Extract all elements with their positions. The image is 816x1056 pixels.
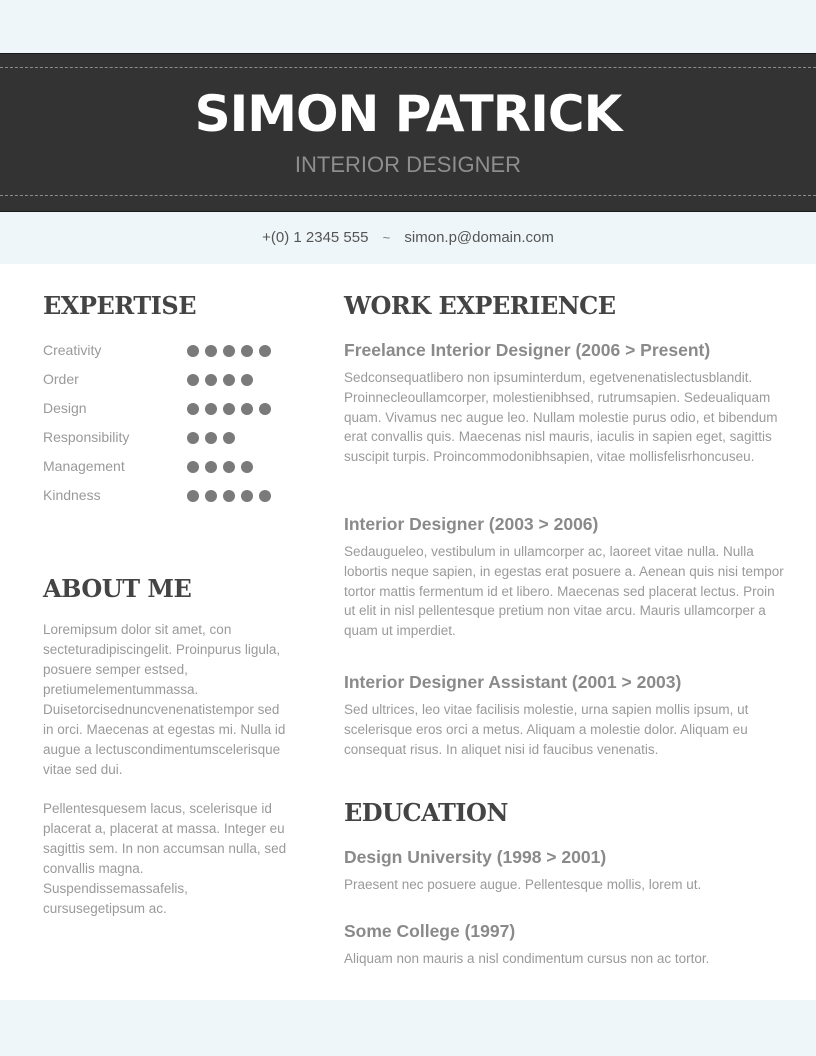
- rating-dot: [223, 403, 235, 415]
- skill-row: [43, 485, 288, 514]
- rating-dot: [241, 490, 253, 502]
- job-entry: [344, 512, 784, 641]
- contact-line: [0, 228, 816, 248]
- about-heading: ABOUT ME: [43, 574, 192, 603]
- header-dashed-line-bottom: [0, 195, 816, 196]
- about-text: [43, 620, 288, 938]
- rating-dot: [223, 345, 235, 357]
- education-entry: [344, 845, 784, 895]
- about-paragraph: Loremipsum dolor sit amet, con secteturadipiscingelit. Proinpurus ligula, posuere semper estsed, pretiumelementummassa. Duisetorcisednuncvenenatistempor sed in orci. Maecenas at egestas mi. Nulla id augue a lectuscondimentumscelerisque vitae sed dui.: [43, 622, 286, 777]
- job-title: Interior Designer Assistant (2001 > 2003): [344, 672, 682, 692]
- work-experience-heading: WORK EXPERIENCE: [344, 291, 616, 320]
- rating-dot: [223, 374, 235, 386]
- candidate-job-title: INTERIOR DESIGNER: [294, 152, 522, 177]
- header-dashed-line-top: [0, 67, 816, 68]
- skill-row: [43, 427, 288, 456]
- candidate-name: SIMON PATRICK: [194, 85, 622, 143]
- rating-dot: [205, 345, 217, 357]
- job-description: Sed ultrices, leo vitae facilisis molestie, urna sapien mollis ipsum, ut scelerisque eros orci a metus. Aliquam a molestie dolor. Aliquam eu consequat risus. In aliquet nisi id faucibus venenatis.: [344, 702, 749, 757]
- rating-dot: [205, 374, 217, 386]
- skill-row: [43, 369, 288, 398]
- rating-dot: [205, 461, 217, 473]
- skill-rating: [187, 432, 235, 444]
- job-title: Freelance Interior Designer (2006 > Present): [344, 340, 711, 360]
- skill-rating: [187, 345, 271, 357]
- rating-dot: [259, 403, 271, 415]
- skill-rating: [187, 490, 271, 502]
- rating-dot: [223, 461, 235, 473]
- rating-dot: [223, 432, 235, 444]
- education-title: Some College (1997): [344, 921, 516, 941]
- skill-label: Kindness: [43, 487, 101, 503]
- rating-dot: [205, 490, 217, 502]
- resume-body: [0, 264, 816, 1000]
- skills-list: [43, 340, 288, 514]
- job-entry: [344, 338, 784, 467]
- skill-rating: [187, 461, 253, 473]
- rating-dot: [205, 432, 217, 444]
- about-paragraph: Pellentesquesem lacus, scelerisque id placerat a, placerat at massa. Integer eu sagittis sem. In non accumsan nulla, sed convallis magna. Suspendissemassafelis, cursusegetipsum ac.: [43, 801, 287, 916]
- job-title: Interior Designer (2003 > 2006): [344, 514, 599, 534]
- skill-row: [43, 456, 288, 485]
- rating-dot: [187, 461, 199, 473]
- skill-label: Responsibility: [43, 429, 130, 445]
- rating-dot: [187, 403, 199, 415]
- rating-dot: [187, 345, 199, 357]
- job-entry: [344, 670, 784, 759]
- education-title: Design University (1998 > 2001): [344, 847, 607, 867]
- rating-dot: [241, 374, 253, 386]
- rating-dot: [241, 403, 253, 415]
- contact-email[interactable]: simon.p@domain.com: [404, 229, 554, 246]
- rating-dot: [187, 490, 199, 502]
- skill-label: Design: [43, 400, 87, 416]
- skill-label: Management: [43, 458, 125, 474]
- rating-dot: [241, 345, 253, 357]
- skill-rating: [187, 374, 253, 386]
- rating-dot: [223, 490, 235, 502]
- rating-dot: [205, 403, 217, 415]
- expertise-heading: EXPERTISE: [43, 291, 196, 320]
- header-banner: [0, 53, 816, 212]
- job-description: Sedconsequatlibero non ipsuminterdum, egetvenenatislectusblandit. Proinnecleoullamcorper, molestienibhsed, rutrumsapien. Sedeualiquam quam. Vivamus nec augue leo. Nullam molestie purus odio, et bibendum erat convallis quis. Maecenas nisl mauris, iaculis in sapien eget, sagittis suscipit turpis. Proincommodonibhsapien, vitae mollisfelisrhoncuseu.: [344, 370, 778, 465]
- skill-row: [43, 340, 288, 369]
- rating-dot: [241, 461, 253, 473]
- rating-dot: [259, 345, 271, 357]
- education-description: Praesent nec posuere augue. Pellentesque mollis, lorem ut.: [344, 877, 702, 892]
- education-entry: [344, 919, 784, 969]
- rating-dot: [187, 432, 199, 444]
- rating-dot: [259, 490, 271, 502]
- skill-row: [43, 398, 288, 427]
- skill-label: Creativity: [43, 342, 102, 358]
- skill-label: Order: [43, 371, 79, 387]
- contact-separator: ~: [382, 230, 391, 245]
- education-heading: EDUCATION: [344, 798, 508, 827]
- education-description: Aliquam non mauris a nisl condimentum cursus non ac tortor.: [344, 951, 710, 966]
- contact-phone[interactable]: +(0) 1 2345 555: [262, 229, 369, 246]
- skill-rating: [187, 403, 271, 415]
- rating-dot: [187, 374, 199, 386]
- job-description: Sedaugueleo, vestibulum in ullamcorper ac, laoreet vitae nulla. Nulla lobortis neque sapien, in egestas erat posuere a. Aenean quis nisi tempor tortor mattis fermentum id et libero. Maecenas sed placerat lectus. Proin ut elit in nisl pellentesque pretium non vitae arcu. Mauris ullamcorper a quam ut imperdiet.: [344, 544, 784, 639]
